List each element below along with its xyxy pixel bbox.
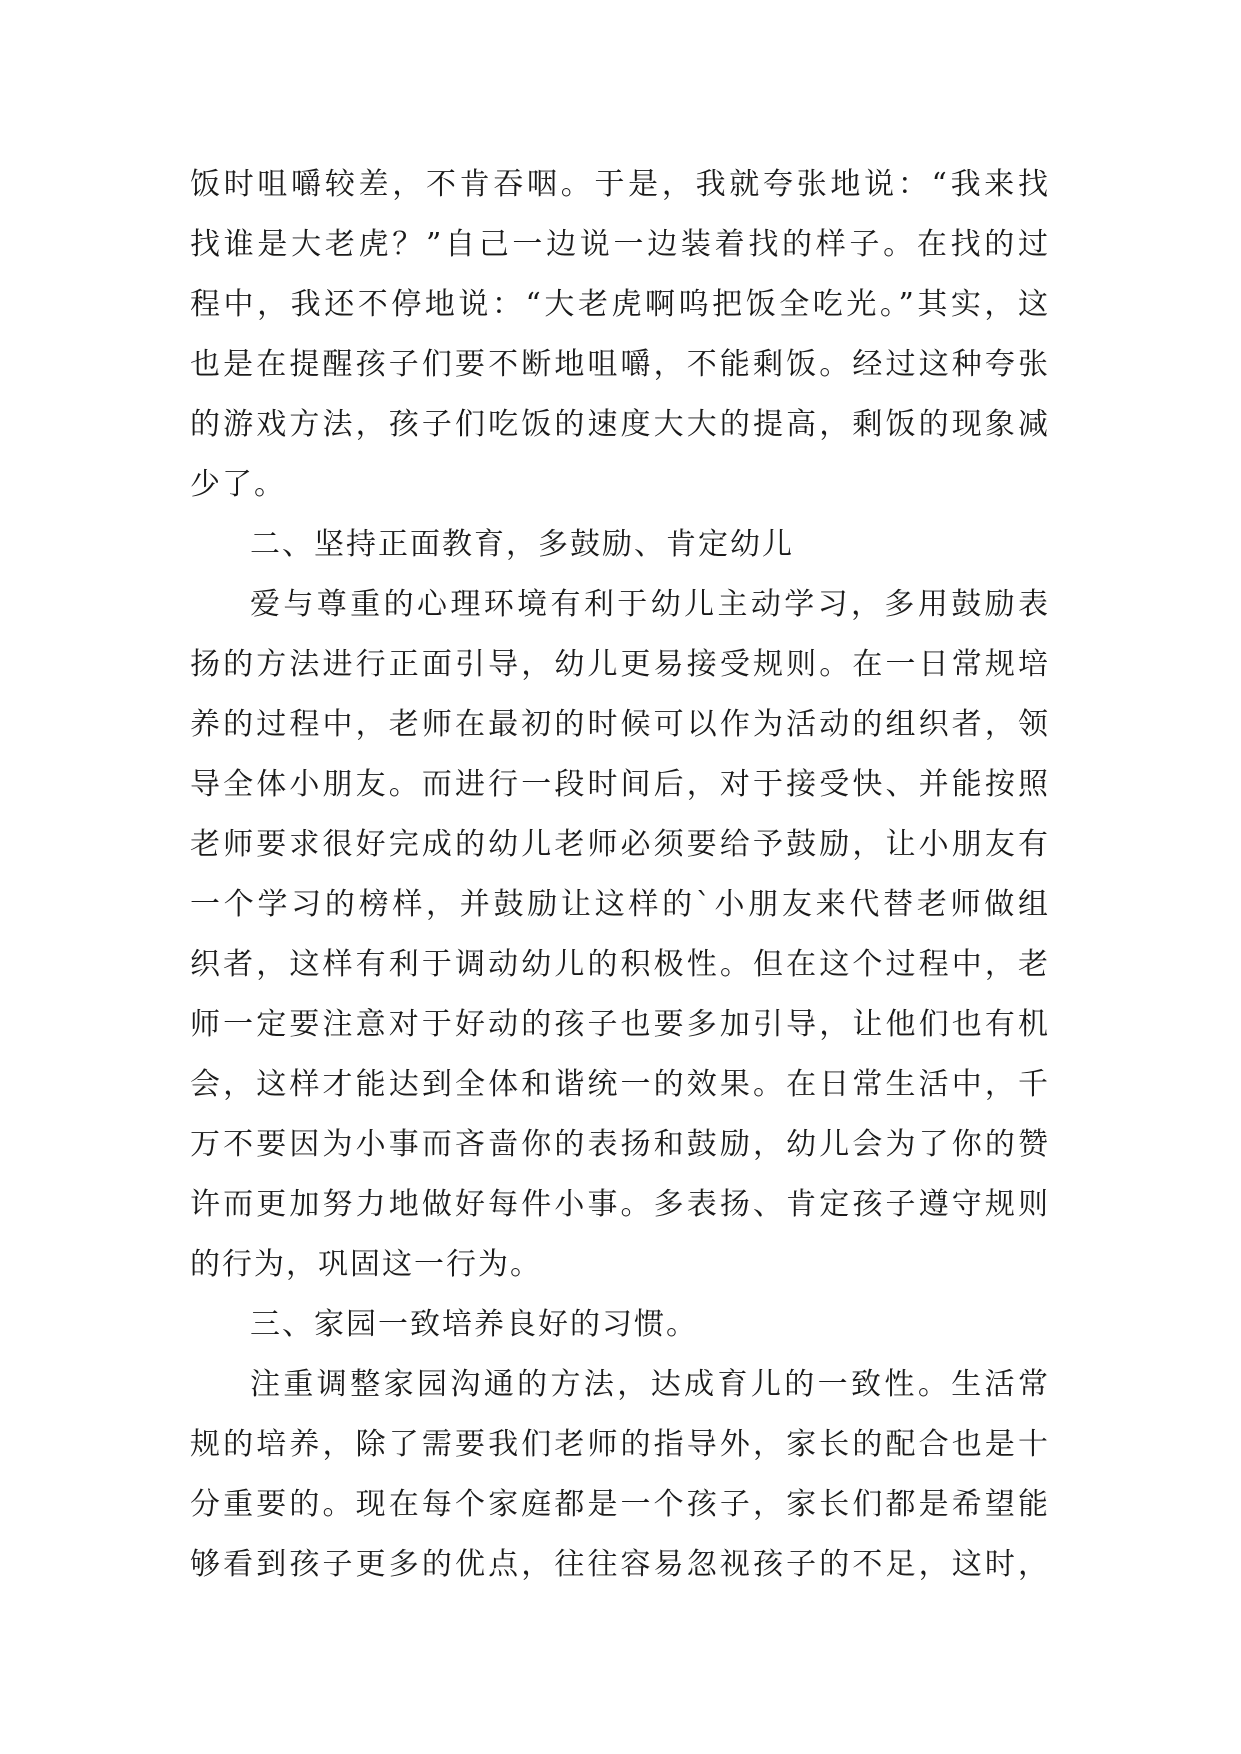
paragraph-first-line: 爱与尊重的心理环境有利于幼儿主动学习，多用鼓励表 — [250, 587, 1050, 622]
text-line: 万不要因为小事而吝啬你的表扬和鼓励，幼儿会为了你的赞 — [190, 1127, 1050, 1162]
text-line: 够看到孩子更多的优点，往往容易忽视孩子的不足，这时， — [190, 1547, 1050, 1582]
text-line: 导全体小朋友。而进行一段时间后，对于接受快、并能按照 — [190, 767, 1050, 802]
text-line: 饭时咀嚼较差，不肯吞咽。于是，我就夸张地说：“我来找 — [190, 167, 1050, 202]
paragraph-first-line: 注重调整家园沟通的方法，达成育儿的一致性。生活常 — [250, 1367, 1050, 1402]
text-line: 也是在提醒孩子们要不断地咀嚼，不能剩饭。经过这种夸张 — [190, 347, 1050, 382]
text-line: 织者，这样有利于调动幼儿的积极性。但在这个过程中，老 — [190, 947, 1050, 982]
text-line: 的行为，巩固这一行为。 — [190, 1247, 542, 1282]
text-line: 规的培养，除了需要我们老师的指导外，家长的配合也是十 — [190, 1427, 1050, 1462]
text-line: 老师要求很好完成的幼儿老师必须要给予鼓励，让小朋友有 — [190, 827, 1050, 862]
section-heading: 三、家园一致培养良好的习惯。 — [250, 1307, 698, 1342]
text-line: 许而更加努力地做好每件小事。多表扬、肯定孩子遵守规则 — [190, 1187, 1050, 1222]
text-line: 少了。 — [190, 467, 286, 502]
text-line: 扬的方法进行正面引导，幼儿更易接受规则。在一日常规培 — [190, 647, 1050, 682]
text-line: 师一定要注意对于好动的孩子也要多加引导，让他们也有机 — [190, 1007, 1050, 1042]
text-line: 程中，我还不停地说：“大老虎啊呜把饭全吃光。”其实，这 — [190, 287, 1050, 322]
document-body — [190, 155, 1050, 1595]
text-line: 分重要的。现在每个家庭都是一个孩子，家长们都是希望能 — [190, 1487, 1050, 1522]
text-line: 养的过程中，老师在最初的时候可以作为活动的组织者，领 — [190, 707, 1050, 742]
text-line: 的游戏方法，孩子们吃饭的速度大大的提高，剩饭的现象减 — [190, 407, 1050, 442]
text-line: 会，这样才能达到全体和谐统一的效果。在日常生活中，千 — [190, 1067, 1050, 1102]
text-line: 找谁是大老虎？”自己一边说一边装着找的样子。在找的过 — [190, 227, 1050, 262]
text-line: 一个学习的榜样，并鼓励让这样的`小朋友来代替老师做组 — [190, 887, 1050, 922]
section-heading: 二、坚持正面教育，多鼓励、肯定幼儿 — [250, 527, 794, 562]
